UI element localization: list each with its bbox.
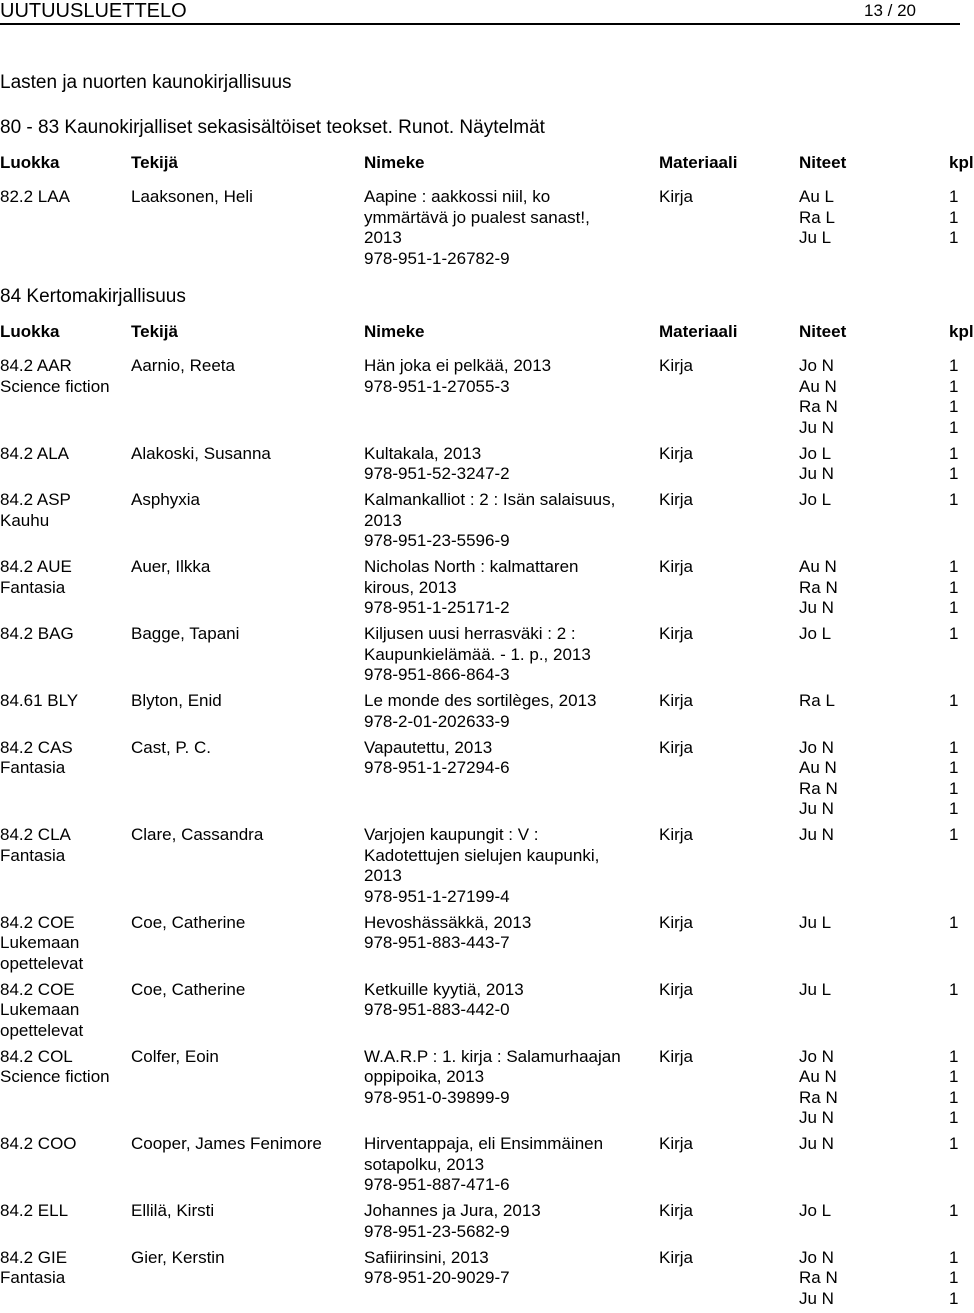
luokka-cell-line: 84.2 ALA: [0, 443, 70, 463]
nimeke-cell: [364, 624, 654, 686]
tekija-cell: [131, 557, 361, 578]
nimeke-cell-line: Johannes ja Jura, 2013: [364, 1201, 541, 1220]
luokka-cell: [0, 444, 125, 465]
niteet-cell-line: Ju N: [799, 1108, 834, 1127]
tekija-cell: [131, 738, 361, 759]
kpl-cell-line: 1: [949, 1268, 959, 1287]
kpl-cell-line: 1: [949, 187, 959, 206]
kpl-cell-line: 1: [949, 912, 959, 932]
kpl-cell: [949, 624, 960, 645]
column-nimeke: Nimeke: [364, 153, 425, 172]
nimeke-cell: [364, 1047, 654, 1109]
kpl-cell-line: 1: [949, 1046, 959, 1066]
niteet-cell: [799, 738, 899, 820]
column-niteet: Niteet: [799, 322, 847, 341]
kpl-cell-line: 1: [949, 356, 959, 375]
materiaali-cell: [659, 1134, 739, 1155]
niteet-cell: [799, 1047, 899, 1129]
nimeke-cell-line: Le monde des sortilèges, 2013: [364, 691, 597, 710]
column-nimeke: Nimeke: [364, 322, 425, 341]
materiaali-cell: [659, 738, 739, 759]
tekija-cell: [131, 356, 361, 377]
kpl-cell: [949, 1201, 960, 1222]
luokka-cell: [0, 913, 125, 975]
niteet-cell-line: Ju N: [799, 417, 834, 437]
kpl-cell-line: 1: [949, 979, 959, 999]
nimeke-cell: [364, 825, 654, 907]
tekija-cell: [131, 187, 361, 208]
niteet-cell-line: Ra N: [799, 1087, 838, 1107]
nimeke-cell: [364, 913, 654, 954]
column-niteet: Niteet: [799, 153, 847, 172]
niteet-cell-line: Ju N: [799, 799, 834, 818]
nimeke-cell: [364, 490, 654, 552]
niteet-cell: [799, 825, 899, 846]
kpl-cell: [949, 825, 960, 846]
materiaali-cell: [659, 1201, 739, 1222]
nimeke-cell-line: 978-951-0-39899-9: [364, 1087, 510, 1107]
niteet-cell-line: Ra N: [799, 778, 838, 798]
nimeke-cell-line: Kiljusen uusi herrasväki : 2 :: [364, 624, 576, 643]
luokka-cell: [0, 1134, 125, 1155]
nimeke-cell: [364, 557, 654, 619]
nimeke-cell-line: Hän joka ei pelkää, 2013: [364, 356, 552, 375]
tekija-cell-line: Asphyxia: [131, 490, 200, 509]
kpl-cell: [949, 490, 960, 511]
nimeke-cell: [364, 980, 654, 1021]
luokka-cell-line: opettelevat: [0, 1020, 84, 1040]
niteet-cell: [799, 557, 899, 619]
nimeke-cell: [364, 444, 654, 485]
tekija-cell-line: Alakoski, Susanna: [131, 443, 271, 463]
tekija-cell: [131, 825, 361, 846]
luokka-cell-line: Fantasia: [0, 577, 66, 597]
column-materiaali: Materiaali: [659, 153, 738, 172]
luokka-cell-line: 84.2 ASP: [0, 490, 71, 509]
luokka-cell-line: Science fiction: [0, 376, 110, 396]
materiaali-cell: [659, 356, 739, 377]
niteet-cell-line: Ju N: [799, 1134, 834, 1153]
luokka-cell-line: Fantasia: [0, 758, 66, 777]
materiaali-cell: [659, 557, 739, 578]
materiaali-cell-line: Kirja: [659, 557, 694, 576]
kpl-cell: [949, 356, 960, 438]
niteet-cell: [799, 624, 899, 645]
header-divider: [0, 23, 960, 25]
kpl-cell-line: 1: [949, 598, 959, 617]
materiaali-cell-line: Kirja: [659, 1046, 694, 1066]
column-luokka: Luokka: [0, 153, 60, 172]
nimeke-cell-line: 2013: [364, 228, 402, 247]
materiaali-cell-line: Kirja: [659, 691, 694, 710]
niteet-cell-line: Jo N: [799, 356, 834, 375]
kpl-cell: [949, 980, 960, 1001]
tekija-cell: [131, 913, 361, 934]
niteet-cell-line: Ra L: [799, 207, 835, 227]
luokka-cell: [0, 825, 125, 866]
column-kpl: kpl: [949, 153, 974, 172]
luokka-cell: [0, 1047, 125, 1088]
niteet-cell-line: Jo N: [799, 1247, 834, 1267]
luokka-cell-line: opettelevat: [0, 953, 84, 973]
kpl-cell: [949, 1248, 960, 1310]
luokka-cell-line: Fantasia: [0, 845, 66, 865]
materiaali-cell: [659, 444, 739, 465]
luokka-cell: [0, 691, 125, 712]
tekija-cell: [131, 444, 361, 465]
materiaali-cell: [659, 691, 739, 712]
nimeke-cell-line: ymmärtävä jo pualest sanast!,: [364, 207, 590, 227]
kpl-cell: [949, 1047, 960, 1129]
luokka-cell-line: Science fiction: [0, 1067, 110, 1086]
luokka-cell: [0, 1248, 125, 1289]
luokka-cell: [0, 624, 125, 645]
nimeke-cell-line: Vapautettu, 2013: [364, 737, 493, 757]
luokka-cell-line: 84.2 COO: [0, 1134, 77, 1153]
niteet-cell-line: Ra N: [799, 397, 838, 416]
subsection-heading-84: 84 Kertomakirjallisuus: [0, 286, 186, 307]
luokka-cell-line: 84.2 COE: [0, 979, 75, 999]
page-number: 13 / 20: [864, 1, 916, 20]
materiaali-cell-line: Kirja: [659, 912, 694, 932]
nimeke-cell-line: Nicholas North : kalmattaren: [364, 557, 579, 576]
tekija-cell-line: Auer, Ilkka: [131, 557, 211, 576]
kpl-cell-line: 1: [949, 737, 959, 757]
kpl-cell: [949, 1134, 960, 1155]
nimeke-cell: [364, 1201, 654, 1242]
nimeke-cell-line: Kalmankalliot : 2 : Isän salaisuus,: [364, 490, 616, 509]
materiaali-cell-line: Kirja: [659, 624, 694, 643]
tekija-cell-line: Cast, P. C.: [131, 737, 211, 757]
materiaali-cell-line: Kirja: [659, 737, 694, 757]
niteet-cell-line: Jo L: [799, 624, 832, 643]
nimeke-cell-line: 978-951-1-27055-3: [364, 376, 510, 396]
niteet-cell: [799, 356, 899, 438]
materiaali-cell-line: Kirja: [659, 1201, 694, 1220]
document-title: UUTUUSLUETTELO: [0, 0, 187, 22]
materiaali-cell-line: Kirja: [659, 825, 694, 844]
tekija-cell-line: Gier, Kerstin: [131, 1247, 225, 1267]
materiaali-cell: [659, 1248, 739, 1269]
luokka-cell: [0, 557, 125, 598]
nimeke-cell-line: 978-951-887-471-6: [364, 1175, 510, 1194]
column-materiaali: Materiaali: [659, 322, 738, 341]
tekija-cell-line: Cooper, James Fenimore: [131, 1134, 322, 1153]
niteet-cell-line: Au L: [799, 187, 834, 206]
luokka-cell: [0, 187, 125, 208]
column-tekija: Tekijä: [131, 322, 178, 341]
kpl-cell-line: 1: [949, 577, 959, 597]
kpl-cell-line: 1: [949, 557, 959, 576]
nimeke-cell: [364, 738, 654, 779]
kpl-cell-line: 1: [949, 443, 959, 463]
nimeke-cell-line: 978-951-23-5596-9: [364, 531, 510, 550]
materiaali-cell-line: Kirja: [659, 979, 694, 999]
nimeke-cell-line: sotapolku, 2013: [364, 1154, 485, 1174]
nimeke-cell-line: Kultakala, 2013: [364, 443, 482, 463]
column-header-row: [0, 153, 974, 174]
luokka-cell: [0, 980, 125, 1042]
nimeke-cell-line: Varjojen kaupungit : V :: [364, 825, 539, 844]
nimeke-cell-line: 978-951-883-443-7: [364, 933, 510, 952]
tekija-cell-line: Laaksonen, Heli: [131, 187, 253, 206]
kpl-cell: [949, 187, 960, 249]
tekija-cell-line: Aarnio, Reeta: [131, 356, 235, 375]
kpl-cell: [949, 691, 960, 712]
niteet-cell-line: Ju N: [799, 1288, 834, 1308]
niteet-cell-line: Au N: [799, 1067, 837, 1086]
niteet-cell: [799, 187, 899, 249]
nimeke-cell: [364, 1134, 654, 1196]
kpl-cell-line: 1: [949, 1247, 959, 1267]
niteet-cell: [799, 490, 899, 511]
nimeke-cell-line: 978-951-883-442-0: [364, 1000, 510, 1019]
nimeke-cell-line: 978-951-23-5682-9: [364, 1221, 510, 1241]
tekija-cell: [131, 1248, 361, 1269]
nimeke-cell-line: 978-951-52-3247-2: [364, 464, 510, 483]
tekija-cell: [131, 1201, 361, 1222]
luokka-cell-line: 84.2 ELL: [0, 1201, 69, 1220]
tekija-cell-line: Ellilä, Kirsti: [131, 1201, 215, 1220]
nimeke-cell-line: 978-2-01-202633-9: [364, 711, 510, 731]
nimeke-cell-line: kirous, 2013: [364, 577, 457, 597]
kpl-cell-line: 1: [949, 778, 959, 798]
kpl-cell-line: 1: [949, 799, 959, 818]
kpl-cell-line: 1: [949, 1108, 959, 1127]
kpl-cell-line: 1: [949, 464, 959, 483]
tekija-cell-line: Colfer, Eoin: [131, 1046, 219, 1066]
nimeke-cell-line: 978-951-866-864-3: [364, 665, 510, 684]
nimeke-cell: [364, 187, 654, 269]
niteet-cell: [799, 1134, 899, 1155]
kpl-cell-line: 1: [949, 1067, 959, 1086]
kpl-cell-line: 1: [949, 624, 959, 643]
section-heading: Lasten ja nuorten kaunokirjallisuus: [0, 72, 292, 93]
tekija-cell: [131, 980, 361, 1001]
luokka-cell-line: 84.2 AAR: [0, 356, 72, 375]
niteet-cell-line: Ju L: [799, 979, 832, 999]
niteet-cell-line: Au N: [799, 758, 837, 777]
luokka-cell-line: 84.2 BAG: [0, 624, 74, 643]
tekija-cell-line: Clare, Cassandra: [131, 825, 264, 844]
tekija-cell: [131, 691, 361, 712]
niteet-cell-line: Jo N: [799, 737, 834, 757]
nimeke-cell-line: 978-951-20-9029-7: [364, 1268, 510, 1287]
materiaali-cell: [659, 913, 739, 934]
tekija-cell: [131, 1134, 361, 1155]
luokka-cell-line: Kauhu: [0, 510, 50, 530]
kpl-cell-line: 1: [949, 758, 959, 777]
kpl-cell-line: 1: [949, 691, 959, 710]
kpl-cell-line: 1: [949, 825, 959, 844]
nimeke-cell-line: oppipoika, 2013: [364, 1067, 485, 1086]
materiaali-cell-line: Kirja: [659, 1134, 694, 1153]
nimeke-cell-line: 978-951-1-25171-2: [364, 598, 510, 617]
niteet-cell-line: Ju L: [799, 228, 832, 247]
nimeke-cell-line: Hirventappaja, eli Ensimmäinen: [364, 1134, 604, 1153]
tekija-cell: [131, 624, 361, 645]
kpl-cell-line: 1: [949, 207, 959, 227]
materiaali-cell: [659, 825, 739, 846]
niteet-cell-line: Ju N: [799, 598, 834, 617]
column-header-row: [0, 322, 974, 343]
luokka-cell-line: 84.2 COE: [0, 912, 75, 932]
kpl-cell: [949, 444, 960, 485]
materiaali-cell: [659, 624, 739, 645]
materiaali-cell: [659, 490, 739, 511]
nimeke-cell-line: W.A.R.P : 1. kirja : Salamurhaajan: [364, 1046, 621, 1066]
tekija-cell: [131, 1047, 361, 1068]
luokka-cell-line: 84.2 CLA: [0, 825, 71, 844]
tekija-cell: [131, 490, 361, 511]
materiaali-cell-line: Kirja: [659, 187, 694, 206]
nimeke-cell-line: 2013: [364, 510, 402, 530]
luokka-cell-line: 82.2 LAA: [0, 187, 70, 206]
kpl-cell: [949, 738, 960, 820]
niteet-cell: [799, 980, 899, 1001]
kpl-cell-line: 1: [949, 228, 959, 247]
nimeke-cell-line: 978-951-1-26782-9: [364, 248, 510, 268]
luokka-cell: [0, 1201, 125, 1222]
materiaali-cell-line: Kirja: [659, 356, 694, 375]
nimeke-cell-line: Aapine : aakkossi niil, ko: [364, 187, 551, 206]
luokka-cell-line: Fantasia: [0, 1268, 66, 1287]
niteet-cell: [799, 444, 899, 485]
subsection-heading-80-83: 80 - 83 Kaunokirjalliset sekasisältöiset teokset. Runot. Näytelmät: [0, 117, 545, 138]
materiaali-cell: [659, 1047, 739, 1068]
materiaali-cell-line: Kirja: [659, 443, 694, 463]
niteet-cell-line: Au N: [799, 376, 837, 396]
kpl-cell: [949, 913, 960, 934]
kpl-cell-line: 1: [949, 397, 959, 416]
nimeke-cell-line: 2013: [364, 866, 402, 885]
kpl-cell-line: 1: [949, 1134, 959, 1153]
luokka-cell-line: 84.2 COL: [0, 1046, 73, 1066]
niteet-cell-line: Ju N: [799, 825, 834, 844]
materiaali-cell: [659, 980, 739, 1001]
luokka-cell-line: 84.2 GIE: [0, 1247, 68, 1267]
kpl-cell-line: 1: [949, 376, 959, 396]
nimeke-cell: [364, 691, 654, 732]
luokka-cell: [0, 356, 125, 397]
luokka-cell-line: 84.61 BLY: [0, 691, 79, 710]
luokka-cell-line: 84.2 CAS: [0, 737, 73, 757]
kpl-cell-line: 1: [949, 1201, 959, 1220]
kpl-cell-line: 1: [949, 1288, 959, 1308]
niteet-cell: [799, 1201, 899, 1222]
niteet-cell-line: Ra N: [799, 1268, 838, 1287]
nimeke-cell-line: Ketkuille kyytiä, 2013: [364, 979, 524, 999]
tekija-cell-line: Coe, Catherine: [131, 912, 246, 932]
column-luokka: Luokka: [0, 322, 60, 341]
niteet-cell-line: Jo L: [799, 443, 832, 463]
niteet-cell-line: Ju L: [799, 912, 832, 932]
luokka-cell-line: 84.2 AUE: [0, 557, 72, 576]
luokka-cell: [0, 738, 125, 779]
kpl-cell-line: 1: [949, 417, 959, 437]
kpl-cell-line: 1: [949, 1087, 959, 1107]
luokka-cell-line: Lukemaan: [0, 1000, 80, 1019]
column-tekija: Tekijä: [131, 153, 178, 172]
page-header: [0, 0, 960, 22]
kpl-cell: [949, 557, 960, 619]
nimeke-cell-line: Safiirinsini, 2013: [364, 1247, 489, 1267]
column-kpl: kpl: [949, 322, 974, 341]
luokka-cell-line: Lukemaan: [0, 933, 80, 952]
nimeke-cell-line: 978-951-1-27199-4: [364, 886, 510, 906]
nimeke-cell-line: 978-951-1-27294-6: [364, 758, 510, 777]
materiaali-cell: [659, 187, 739, 208]
niteet-cell-line: Ju N: [799, 464, 834, 483]
niteet-cell: [799, 913, 899, 934]
materiaali-cell-line: Kirja: [659, 490, 694, 509]
kpl-cell-line: 1: [949, 490, 959, 509]
niteet-cell-line: Ra N: [799, 577, 838, 597]
materiaali-cell-line: Kirja: [659, 1247, 694, 1267]
nimeke-cell-line: Kaupunkielämää. - 1. p., 2013: [364, 644, 591, 664]
niteet-cell-line: Ra L: [799, 691, 835, 710]
nimeke-cell-line: Hevoshässäkkä, 2013: [364, 912, 532, 932]
niteet-cell-line: Jo L: [799, 490, 832, 509]
tekija-cell-line: Coe, Catherine: [131, 979, 246, 999]
nimeke-cell-line: Kadotettujen sielujen kaupunki,: [364, 845, 600, 865]
nimeke-cell: [364, 356, 654, 397]
nimeke-cell: [364, 1248, 654, 1289]
niteet-cell: [799, 1248, 899, 1310]
niteet-cell-line: Jo N: [799, 1046, 834, 1066]
niteet-cell: [799, 691, 899, 712]
niteet-cell-line: Jo L: [799, 1201, 832, 1220]
luokka-cell: [0, 490, 125, 531]
niteet-cell-line: Au N: [799, 557, 837, 576]
tekija-cell-line: Bagge, Tapani: [131, 624, 240, 643]
tekija-cell-line: Blyton, Enid: [131, 691, 222, 710]
